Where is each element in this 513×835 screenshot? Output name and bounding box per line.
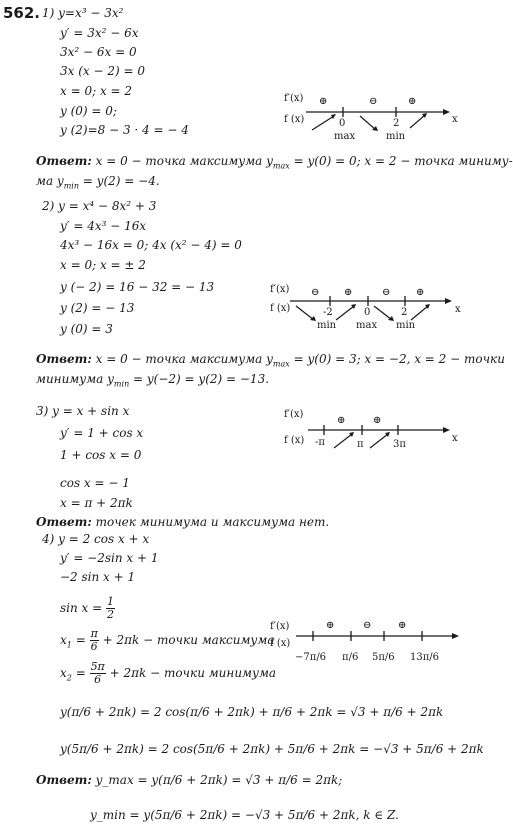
diagram2-tick: 2 [401,307,408,318]
answer-text: минимума y [36,372,114,386]
part2-answer-line1 [36,352,505,371]
answer-label: Ответ: [36,515,92,529]
diagram4-f-label: f (x) [270,638,291,649]
diagram2-extremum: min [317,320,337,331]
diagram1-fprime-label: f′(x) [284,93,304,104]
part1-line: 1) y=x³ − 3x² [42,6,124,20]
answer-text: = y(2) = −4. [79,174,160,188]
part4-line: 4) y = 2 cos x + x [42,532,150,546]
part4-sinx-line [60,596,115,621]
diagram3-fprime-label: f′(x) [284,409,304,420]
part3-answer [36,515,329,529]
diagram2-tick: -2 [323,307,333,318]
part4-line: y′ = −2sin x + 1 [60,551,159,565]
diagram3-f-label: f (x) [284,435,305,446]
subscript-max: max [272,161,290,171]
diagram2-sign: ⊕ [416,287,425,298]
diagram1-tick: 2 [393,118,400,129]
part4-answer-min: y_min = y(5π/6 + 2πk) = −√3 + 5π/6 + 2πk, k ∈ Z. [90,808,399,822]
part1-line: 3x² − 6x = 0 [60,45,137,59]
diagram4-tick: −7π/6 [295,652,327,663]
part2-line: y (− 2) = 16 − 32 = − 13 [60,280,215,294]
answer-text: x = 0 − точка максимума y [91,352,273,366]
part1-line: y (2)=8 − 3 · 4 = − 4 [60,123,189,137]
diagram1-f-label: f (x) [284,114,305,125]
answer-text: x = 0 − точка максимума y [91,154,273,168]
diagram2-f-label: f (x) [270,303,291,314]
part4-x1-line: $x_1$ = $\frac{\pi}{6}$ + 2πk − точки максимума [60,627,275,653]
part1-line: x = 0; x = 2 [60,84,133,98]
denominator: 2 [107,608,115,621]
part2-line: y (2) = − 13 [60,301,135,315]
answer-max: y_max = y(π/6 + 2πk) = √3 + π/6 = 2πk; [95,773,343,787]
diagram1-sign: ⊕ [408,96,417,107]
part4-x2-line: $x_2$ = $\frac{5\pi}{6}$ + 2πk − точки минимума [60,660,277,686]
numerator: 1 [107,595,115,608]
diagram2-tick: 0 [364,307,371,318]
x1-suffix: + 2πk − точки максимума [98,633,275,647]
part3-line: cos x = − 1 [60,476,130,490]
answer-text: = y(−2) = y(2) = −13. [129,372,270,386]
part3-line: x = π + 2πk [60,496,133,510]
part2-line: y′ = 4x³ − 16x [60,219,147,233]
part3-line: 1 + cos x = 0 [60,448,142,462]
diagram2-fprime-label: f′(x) [270,284,290,295]
part1-line: 3x (x − 2) = 0 [60,64,145,78]
diagram1-extremum: min [386,131,406,142]
diagram1-axis-label: x [452,114,458,125]
diagram1-extremum: max [334,131,356,142]
answer-label: Ответ: [36,773,92,787]
answer-label: Ответ: [36,352,92,366]
fraction-pi-6 [90,628,99,653]
numerator: π [90,627,98,640]
part2-answer-line2 [36,372,269,391]
diagram3-sign: ⊕ [373,415,382,426]
fraction-5pi-6 [90,661,106,686]
part4-calc1: y(π/6 + 2πk) = 2 cos(π/6 + 2πk) + π/6 + 2πk = √3 + π/6 + 2πk [60,705,444,719]
diagram2-extremum: min [396,320,416,331]
part1-answer-line2 [36,174,160,193]
diagram3-axis-label: x [452,433,458,444]
diagram2-axis-label: x [455,304,461,315]
part2-line: y (0) = 3 [60,322,113,336]
x2-symbol: x [60,666,67,680]
part3-line: y′ = 1 + cos x [60,426,144,440]
part2-line: 4x³ − 16x = 0; 4x (x² − 4) = 0 [60,238,242,252]
diagram3-tick: -π [315,437,325,448]
answer-text: ма y [36,174,64,188]
part1-line: y′ = 3x² − 6x [60,26,139,40]
diagram4-tick: π/6 [342,652,359,663]
fraction-half [106,596,115,621]
x2-suffix: + 2πk − точки минимума [105,666,277,680]
diagram1-sign: ⊖ [369,96,378,107]
part4-line: −2 sin x + 1 [60,570,136,584]
denominator: 6 [94,673,102,686]
answer-label: Ответ: [36,154,92,168]
diagram2-sign: ⊖ [382,287,391,298]
diagram4-sign: ⊖ [363,620,372,631]
x1-symbol: x [60,633,67,647]
diagram2-extremum: max [356,320,378,331]
diagram1-sign: ⊕ [319,96,328,107]
part2-line: 2) y = x⁴ − 8x² + 3 [42,199,157,213]
problem-number: 562. [3,4,41,22]
answer-text: = y(0) = 0; x = 2 − точка миниму- [289,154,513,168]
part4-calc2: y(5π/6 + 2πk) = 2 cos(5π/6 + 2πk) + 5π/6 + 2πk = −√3 + 5π/6 + 2πk [60,742,484,756]
diagram4-sign: ⊕ [326,620,335,631]
numerator: 5π [90,660,105,673]
part1-answer-line1 [36,154,513,173]
diagram3-tick: 3π [393,439,406,450]
subscript-max: max [272,359,290,369]
part1-line: y (0) = 0; [60,104,117,118]
subscript-min: min [63,181,79,191]
part4-line: sin x = [60,601,103,615]
diagram3-sign: ⊕ [337,415,346,426]
part2-line: x = 0; x = ± 2 [60,258,146,272]
diagram2-sign: ⊖ [311,287,320,298]
answer-text: = y(0) = 3; x = −2, x = 2 − точки [289,352,505,366]
answer-text: точек минимума и максимума нет. [91,515,330,529]
diagram3-tick: π [357,439,364,450]
diagram4-tick: 13π/6 [410,652,440,663]
diagram4-tick: 5π/6 [372,652,395,663]
diagram4-sign: ⊕ [398,620,407,631]
subscript-min: min [113,379,130,389]
denominator: 6 [90,640,98,653]
part3-line: 3) y = x + sin x [36,404,130,418]
diagram1-tick: 0 [339,118,346,129]
diagram2-sign: ⊕ [344,287,353,298]
diagram4-fprime-label: f′(x) [270,621,290,632]
part4-answer-max [36,773,342,787]
